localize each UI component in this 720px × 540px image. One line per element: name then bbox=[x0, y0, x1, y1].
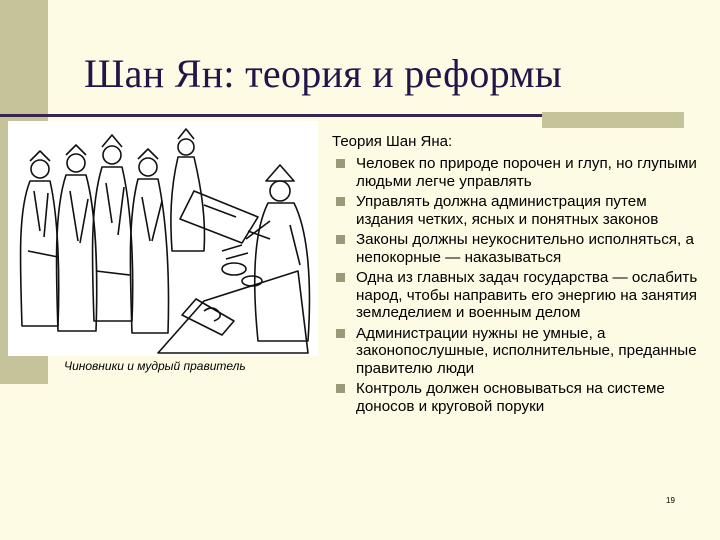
list-item-text: Законы должны неукоснительно исполняться, а непокорные — наказываться bbox=[356, 231, 694, 266]
page-number: 19 bbox=[666, 496, 675, 505]
list-item bbox=[334, 193, 704, 228]
illustration-caption: Чиновники и мудрый правитель bbox=[64, 359, 246, 373]
square-bullet-icon bbox=[336, 197, 345, 206]
list-item-text: Управлять должна администрация путем издания четких, ясных и понятных законов bbox=[356, 193, 659, 228]
theory-heading: Теория Шан Яна: bbox=[332, 133, 453, 150]
title-divider-accent bbox=[542, 112, 684, 128]
square-bullet-icon bbox=[336, 159, 345, 168]
ink-drawing bbox=[8, 121, 318, 356]
list-item-text: Контроль должен основываться на системе доносов и круговой поруки bbox=[356, 380, 665, 415]
list-item-text: Человек по природе порочен и глуп, но глупыми людьми легче управлять bbox=[356, 155, 697, 190]
title-divider bbox=[0, 114, 542, 117]
square-bullet-icon bbox=[336, 235, 345, 244]
list-item bbox=[334, 269, 704, 322]
list-item bbox=[334, 155, 704, 190]
square-bullet-icon bbox=[336, 273, 345, 282]
square-bullet-icon bbox=[336, 329, 345, 338]
list-item bbox=[334, 325, 704, 378]
theory-points-list bbox=[334, 155, 704, 418]
square-bullet-icon bbox=[336, 384, 345, 393]
list-item-text: Администрации нужны не умные, а законопослушные, исполнительные, преданные правителю люди bbox=[356, 324, 697, 377]
illustration-officials-and-ruler bbox=[8, 121, 318, 356]
list-item bbox=[334, 231, 704, 266]
list-item-text: Одна из главных задач государства — ослабить народ, чтобы направить его энергию на занятия земледелием и военным делом bbox=[356, 269, 698, 321]
slide-title: Шан Ян: теория и реформы bbox=[84, 51, 563, 96]
list-item bbox=[334, 380, 704, 415]
